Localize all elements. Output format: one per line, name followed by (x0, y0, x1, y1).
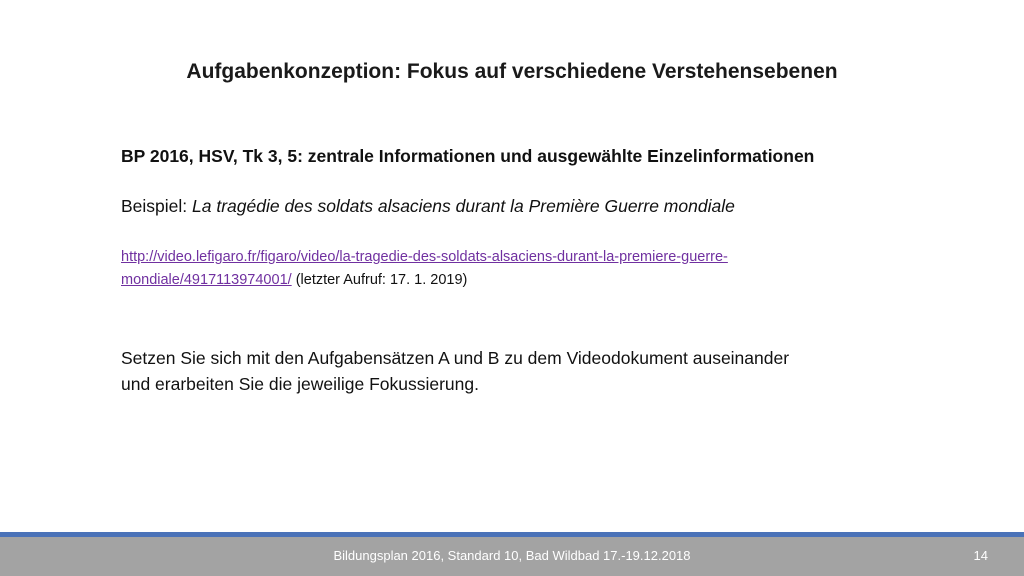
slide-subtitle: BP 2016, HSV, Tk 3, 5: zentrale Informationen und ausgewählte Einzelinformationen (121, 146, 815, 166)
page-number: 14 (973, 548, 988, 563)
video-link-block (121, 246, 881, 292)
slide-title: Aufgabenkonzeption: Fokus auf verschiedene Verstehensebenen (186, 60, 838, 83)
link-access-note: (letzter Aufruf: 17. 1. 2019) (291, 272, 468, 288)
example-title: La tragédie des soldats alsaciens durant la Première Guerre mondiale (192, 196, 735, 216)
footer-bar (0, 537, 1024, 576)
instruction-line1: Setzen Sie sich mit den Aufgabensätzen A und B zu dem Videodokument auseinander (121, 348, 790, 368)
task-instruction (121, 345, 891, 397)
video-link-line2[interactable]: mondiale/4917113974001/ (121, 272, 292, 288)
footer-text: Bildungsplan 2016, Standard 10, Bad Wildbad 17.-19.12.2018 (333, 548, 691, 563)
example-line (121, 193, 881, 219)
video-link-line1[interactable]: http://video.lefigaro.fr/figaro/video/la-tragedie-des-soldats-alsaciens-durant-la-premiere-guerre- (121, 249, 728, 265)
slide-content (121, 143, 881, 397)
instruction-line2: und erarbeiten Sie die jeweilige Fokussierung. (121, 374, 479, 394)
example-label: Beispiel: (121, 196, 193, 216)
